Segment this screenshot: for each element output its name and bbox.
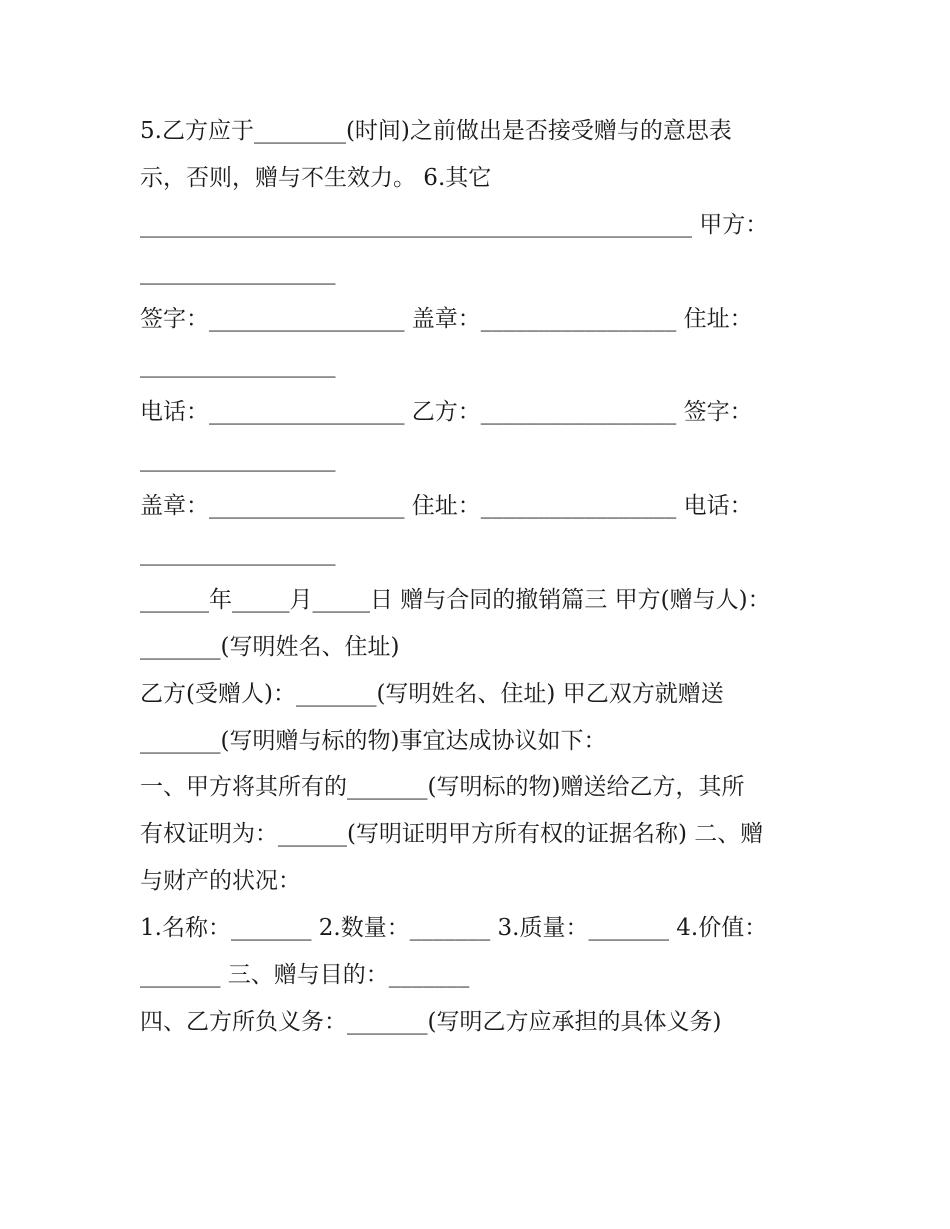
text-line: 四、乙方所负义务：_______(写明乙方应承担的具体义务) [140,1008,722,1035]
text-line: 与财产的状况： [140,868,301,895]
text-line: 乙方(受赠人)：_______(写明姓名、住址) 甲乙双方就赠送 [140,680,724,707]
text-line: 1.名称：_______ 2.数量：_______ 3.质量：_______ 4.价值： [140,915,768,942]
text-line: _______(写明姓名、住址) [140,633,400,660]
text-line: ______年_____月_____日 赠与合同的撤销篇三 甲方(赠与人)： [140,586,771,613]
text-line: 示，否则，赠与不生效力。 6.其它 [140,164,492,191]
text-line: 5.乙方应于________(时间)之前做出是否接受赠与的意思表 [140,118,732,144]
text-line: _________________ [140,258,336,285]
text-line: _______(写明赠与标的物)事宜达成协议如下： [140,727,607,754]
text-line: _________________ [140,540,336,567]
text-line: _______ 三、赠与目的：_______ [140,962,470,989]
text-line: _________________ [140,352,336,379]
text-line: 有权证明为：______(写明证明甲方所有权的证据名称) 二、赠 [140,821,764,848]
text-line: 电话：_________________ 乙方：_________________ 签字： [140,399,753,426]
text-line: 一、甲方将其所有的_______(写明标的物)赠送给乙方，其所 [140,774,745,801]
text-line: 签字：_________________ 盖章：_________________ 住址： [140,305,753,332]
text-line: 盖章：_________________ 住址：_________________ 电话： [140,493,753,520]
text-line: _________________ [140,446,336,473]
text-line: ________________________________________________ 甲方： [140,211,769,238]
contract-text [140,108,820,1046]
